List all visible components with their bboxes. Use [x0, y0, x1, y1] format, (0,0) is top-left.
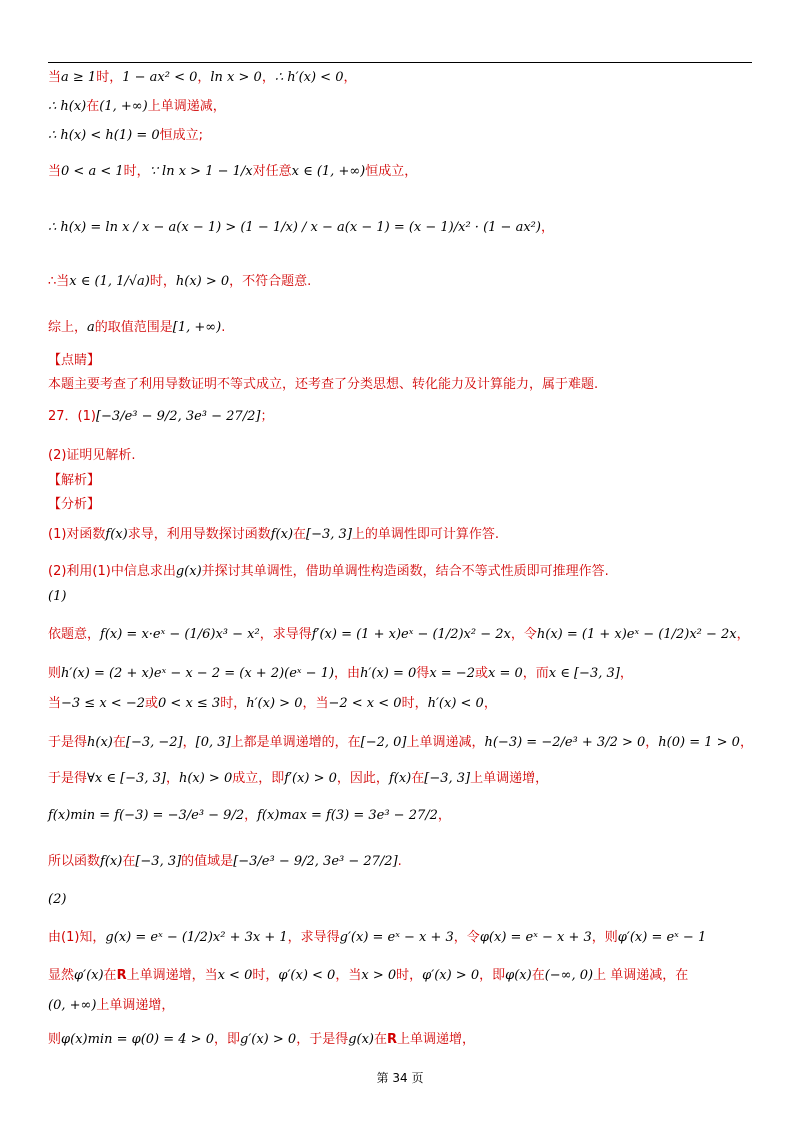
math-expression: a ≥ 1	[61, 70, 97, 85]
math-expression: (−∞, 0)	[544, 968, 594, 983]
math-expression: −2 < x < 0	[328, 696, 402, 711]
line-text: ；	[260, 409, 274, 424]
math-expression: (1, +∞)	[99, 99, 148, 114]
math-expression: h(x)	[60, 99, 87, 114]
line-text: ，	[736, 627, 750, 642]
line-text: 时，	[123, 164, 150, 179]
line-text: 恒成立;	[159, 128, 204, 143]
math-expression: ln x > 0	[210, 70, 262, 85]
math-expression: φ′(x)	[74, 968, 104, 983]
math-expression: h(x) > 0	[175, 274, 230, 289]
math-expression: [−3, 3]	[306, 527, 352, 542]
text-line	[48, 662, 633, 681]
math-expression: [0, 3]	[195, 735, 231, 750]
math-expression: ∴	[48, 99, 61, 114]
math-expression: g(x)	[348, 1032, 374, 1047]
line-text: 求导，利用导数探讨函数	[127, 527, 271, 542]
line-text: 【解析】	[48, 473, 101, 488]
math-expression: x ∈ (1, 1/√a)	[69, 274, 150, 289]
math-expression: h(x) = (1 + x)eˣ − (1/2)x² − 2x	[536, 627, 737, 642]
line-text: 本题主要考查了利用导数证明不等式成立，还考查了分类思想、转化能力及计算能力，属于难题.	[48, 377, 599, 392]
math-expression: h′(x) = 0	[360, 666, 417, 681]
text-line	[48, 850, 402, 869]
math-expression: h′(x) > 0	[246, 696, 303, 711]
line-text: 对任意	[252, 164, 292, 179]
line-text: ，	[343, 70, 357, 85]
text-line	[48, 623, 750, 642]
line-text: ，	[540, 220, 554, 235]
math-expression: x > 0	[361, 968, 397, 983]
line-text: 上单调递增，当	[126, 968, 218, 983]
text-line	[48, 1028, 475, 1047]
text-line	[48, 444, 136, 463]
line-text: ，而	[522, 666, 549, 681]
line-text: 所以函数	[48, 854, 101, 869]
math-expression: [−3/e³ − 9/2, 3e³ − 27/2]	[95, 409, 261, 424]
math-expression: f(x)min = f(−3) = −3/e³ − 9/2	[48, 808, 245, 823]
line-text: 上的单调性即可计算作答.	[351, 527, 500, 542]
math-expression: f(x)max = f(3) = 3e³ − 27/2	[257, 808, 438, 823]
text-line	[48, 405, 273, 424]
math-expression: h(0) = 1 > 0	[658, 735, 740, 750]
math-expression: a	[87, 320, 95, 335]
line-text: 的值域是	[181, 854, 234, 869]
line-text: 当	[48, 164, 62, 179]
math-expression: x = −2	[429, 666, 475, 681]
math-expression: x = 0	[487, 666, 523, 681]
math-expression: h(x) = ln x / x − a(x − 1) > (1 − 1/x) / x − a(x − 1) = (x − 1)/x² · (1 − ax²)	[60, 220, 541, 235]
line-text: 由(1)知，	[48, 930, 106, 945]
line-text: 显然	[48, 968, 75, 983]
line-text: 在	[374, 1032, 388, 1047]
line-text: 时，	[396, 968, 423, 983]
math-expression: R	[387, 1032, 398, 1047]
line-text: ，于是得	[296, 1032, 349, 1047]
line-text: ，	[739, 735, 753, 750]
math-expression: R	[116, 968, 127, 983]
line-text: 时，	[220, 696, 247, 711]
header-rule	[48, 62, 752, 63]
text-line	[48, 994, 174, 1013]
line-text: 在	[103, 968, 117, 983]
math-expression: h(x) < h(1) = 0	[60, 128, 160, 143]
math-expression: x ∈ [−3, 3]	[548, 666, 620, 681]
line-text: 综上，	[48, 320, 88, 335]
line-text: ，求导得	[259, 627, 312, 642]
math-expression: −3 ≤ x < −2	[61, 696, 145, 711]
line-text: 上单调递增，	[397, 1032, 476, 1047]
math-expression: φ(x)min = φ(0) = 4 > 0	[61, 1032, 214, 1047]
math-expression: h(x) > 0	[178, 771, 233, 786]
line-text: ，则	[591, 930, 618, 945]
line-text: ，令	[510, 627, 537, 642]
line-text: 于是得	[48, 771, 88, 786]
math-expression: φ(x)	[505, 968, 532, 983]
line-text: 在	[531, 968, 545, 983]
text-line	[48, 270, 311, 289]
text-line	[48, 589, 66, 604]
math-expression: φ(x) = eˣ − x + 3	[479, 930, 592, 945]
math-expression: (1)	[48, 589, 67, 604]
math-expression: [−2, 0]	[360, 735, 407, 750]
math-expression: f(x)	[270, 527, 294, 542]
text-line	[48, 316, 225, 335]
line-text: 依题意，	[48, 627, 101, 642]
line-text: 于是得	[48, 735, 88, 750]
line-text: 并探讨其单调性，借助单调性构造函数，结合不等式性质即可推理作答.	[201, 564, 609, 579]
text-line	[48, 523, 499, 542]
text-line	[48, 892, 66, 907]
math-expression: ∵ ln x > 1 − 1/x	[149, 164, 253, 179]
math-expression: ∀x ∈ [−3, 3]	[87, 771, 166, 786]
math-expression: h′(x) = (2 + x)eˣ − x − 2 = (x + 2)(eˣ − 1)	[61, 666, 335, 681]
text-line	[48, 160, 417, 179]
line-text: 在	[293, 527, 307, 542]
line-text: ，求导得	[287, 930, 340, 945]
math-expression: 0 < a < 1	[61, 164, 124, 179]
math-expression: f(x)	[105, 527, 128, 542]
line-text: (2)证明见解析.	[48, 448, 136, 463]
math-expression: ∴ h′(x) < 0	[274, 70, 344, 85]
math-expression: φ′(x) = eˣ − 1	[617, 930, 707, 945]
line-text: 恒成立，	[365, 164, 418, 179]
line-text: ，	[165, 771, 179, 786]
math-expression: 0 < x ≤ 3	[158, 696, 221, 711]
line-text: ∴当	[48, 274, 70, 289]
line-text: ，当	[302, 696, 329, 711]
math-expression: x ∈ (1, +∞)	[291, 164, 366, 179]
text-line	[48, 469, 100, 488]
line-text: 【点睛】	[48, 353, 101, 368]
line-text: 的取值范围是	[94, 320, 173, 335]
line-text: ，即	[479, 968, 506, 983]
math-expression: (2)	[48, 892, 67, 907]
line-text: 【分析】	[48, 497, 101, 512]
math-expression: f(x)	[388, 771, 412, 786]
line-text: 上单调递增，	[470, 771, 549, 786]
math-expression: φ′(x) < 0	[278, 968, 336, 983]
math-expression: g(x)	[175, 564, 202, 579]
line-text: .	[221, 320, 226, 335]
page-number: 第 34 页	[376, 1071, 424, 1085]
line-text: 上单调递减，	[406, 735, 485, 750]
line-text: ，	[437, 808, 451, 823]
math-expression: (0, +∞)	[48, 998, 97, 1013]
line-text: 则	[48, 1032, 62, 1047]
text-line	[48, 66, 357, 85]
text-line	[48, 767, 548, 786]
text-line	[48, 926, 706, 945]
math-expression: h(x)	[87, 735, 113, 750]
math-expression: ∴	[48, 220, 61, 235]
line-text: 27．(1)	[48, 409, 96, 424]
math-expression: [−3/e³ − 9/2, 3e³ − 27/2]	[233, 854, 398, 869]
line-text: 在	[86, 99, 100, 114]
line-text: 上 单调递减，在	[593, 968, 689, 983]
line-text: 成立，即	[232, 771, 285, 786]
math-expression: x < 0	[217, 968, 253, 983]
text-line	[48, 964, 688, 983]
math-expression: g′(x) > 0	[240, 1032, 297, 1047]
line-text: ，因此，	[336, 771, 389, 786]
line-text: ，当	[335, 968, 362, 983]
line-text: ，令	[453, 930, 480, 945]
text-line	[48, 95, 226, 114]
line-text: 时，	[96, 70, 123, 85]
line-text: 或	[474, 666, 488, 681]
math-expression: g′(x) = eˣ − x + 3	[339, 930, 454, 945]
line-text: 得	[416, 666, 430, 681]
text-line	[48, 216, 554, 235]
line-text: ，	[261, 70, 275, 85]
text-line	[48, 804, 451, 823]
math-expression: h(−3) = −2/e³ + 3/2 > 0	[484, 735, 646, 750]
math-expression: [−3, −2]	[125, 735, 183, 750]
math-expression: f(x) = x·eˣ − (1/6)x³ − x²	[100, 627, 260, 642]
text-line	[48, 560, 609, 579]
line-text: 时，	[252, 968, 279, 983]
line-text: 当	[48, 70, 62, 85]
line-text: (1)对函数	[48, 527, 106, 542]
text-line	[48, 373, 598, 392]
math-expression: 1 − ax² < 0	[122, 70, 198, 85]
line-text: ，	[182, 735, 196, 750]
line-text: 则	[48, 666, 62, 681]
text-line	[48, 692, 497, 711]
line-text: 在	[411, 771, 425, 786]
math-expression: [−3, 3]	[135, 854, 182, 869]
line-text: 上单调递增，	[96, 998, 175, 1013]
line-text: 时，	[149, 274, 176, 289]
line-text: ，	[197, 70, 211, 85]
line-text: ，即	[213, 1032, 240, 1047]
line-text: ，不符合题意.	[229, 274, 312, 289]
text-line	[48, 493, 100, 512]
math-expression: [−3, 3]	[424, 771, 471, 786]
line-text: 上单调递减，	[147, 99, 226, 114]
line-text: (2)利用(1)中信息求出	[48, 564, 176, 579]
text-line	[48, 731, 753, 750]
line-text: .	[397, 854, 402, 869]
math-expression: g(x) = eˣ − (1/2)x² + 3x + 1	[105, 930, 288, 945]
line-text: 时，	[401, 696, 428, 711]
text-line	[48, 349, 100, 368]
math-expression: f(x)	[100, 854, 123, 869]
math-expression: ∴	[48, 128, 61, 143]
math-expression: f′(x) > 0	[284, 771, 337, 786]
line-text: ，	[619, 666, 633, 681]
line-text: 上都是单调递增的，在	[230, 735, 361, 750]
line-text: ，	[483, 696, 497, 711]
line-text: ，	[645, 735, 659, 750]
line-text: 当	[48, 696, 62, 711]
math-expression: h′(x) < 0	[427, 696, 484, 711]
math-expression: [1, +∞)	[172, 320, 222, 335]
line-text: ，由	[334, 666, 361, 681]
line-text: 在	[112, 735, 126, 750]
text-line	[48, 124, 203, 143]
line-text: ，	[244, 808, 258, 823]
line-text: 在	[122, 854, 136, 869]
math-expression: φ′(x) > 0	[422, 968, 480, 983]
line-text: 或	[145, 696, 159, 711]
math-expression: f′(x) = (1 + x)eˣ − (1/2)x² − 2x	[311, 627, 511, 642]
